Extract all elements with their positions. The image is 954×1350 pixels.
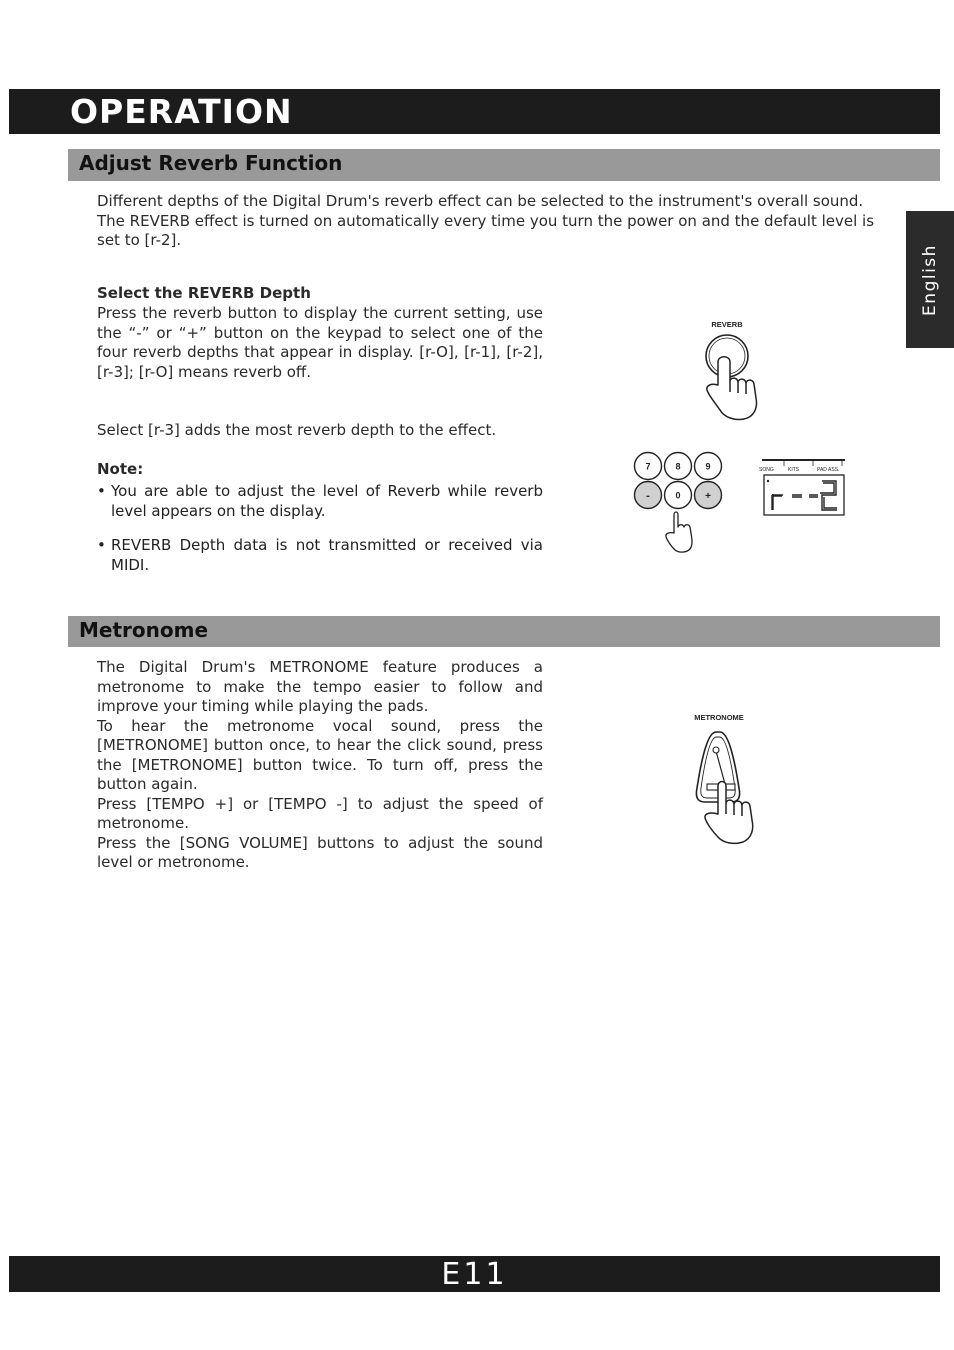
metronome-button-label: METRONOME [694, 713, 744, 722]
footer-bar [9, 1256, 940, 1292]
bullet-icon: • [97, 536, 106, 554]
keypad-key [665, 482, 692, 509]
reverb-body-2: Select [r-3] adds the most reverb depth to the effect. [97, 421, 497, 439]
note-item [97, 536, 543, 575]
keypad-minus-key [635, 482, 662, 509]
svg-text:0: 0 [675, 490, 681, 501]
language-tab-label: English [920, 243, 940, 316]
hand-pointer-icon [666, 512, 692, 552]
reverb-intro [97, 192, 895, 251]
lcd-label-kits: KITS [788, 467, 800, 473]
reverb-button-illustration [690, 316, 780, 428]
keypad-key [695, 453, 722, 480]
header-bar [9, 89, 940, 134]
metronome-paragraph: The Digital Drum's METRONOME feature produces a metronome to make the tempo easier to follow and improve your timing while playing the pads. [97, 658, 543, 715]
reverb-body: Press the reverb button to display the current setting, use the “-” or “+” button on the keypad to select one of the four reverb depths that appear in display. [r-O], [r-1], [r-2], [r-3]; [r-O] means reverb off. [97, 304, 543, 381]
metronome-body [97, 658, 543, 873]
page-title: OPERATION [70, 92, 293, 131]
svg-text:9: 9 [705, 461, 711, 472]
note-text: REVERB Depth data is not transmitted or received via MIDI. [111, 536, 543, 574]
metronome-section-heading-bar [68, 616, 940, 647]
keypad-illustration [630, 449, 730, 555]
reverb-section-heading-bar [68, 149, 940, 181]
lcd-value-text: r -2 [756, 456, 758, 457]
reverb-button-label: REVERB [711, 320, 743, 329]
keypad-key [665, 453, 692, 480]
keypad-plus-key [695, 482, 722, 509]
reverb-section-heading: Adjust Reverb Function [79, 151, 343, 175]
lcd-label-song: SONG [759, 467, 774, 473]
note-heading: Note: [97, 460, 144, 478]
page-number: E11 [441, 1257, 508, 1292]
reverb-intro-1: Different depths of the Digital Drum's reverb effect can be selected to the instrument's overall sound. [97, 192, 864, 210]
language-tab [906, 211, 954, 348]
keypad-key [635, 453, 662, 480]
metronome-paragraph: Press [TEMPO +] or [TEMPO -] to adjust the speed of metronome. [97, 794, 543, 832]
note-item [97, 482, 543, 521]
lcd-label-pad-ass: PAD ASS. [817, 467, 840, 473]
svg-text:7: 7 [645, 461, 651, 472]
metronome-paragraph: To hear the metronome vocal sound, press the [METRONOME] button once, to hear the click sound, press the [METRONOME] button twice. To turn off, press the button again. [97, 716, 543, 793]
svg-text:-: - [646, 490, 650, 502]
bullet-icon: • [97, 482, 106, 500]
reverb-sub-heading: Select the REVERB Depth [97, 284, 311, 302]
note-text: You are able to adjust the level of Reverb while reverb level appears on the display. [111, 482, 543, 520]
metronome-button-illustration [688, 708, 764, 848]
metronome-section-heading: Metronome [79, 618, 209, 642]
reverb-intro-2: The REVERB effect is turned on automatically every time you turn the power on and the default level is set to [r-2]. [97, 211, 875, 249]
svg-text:8: 8 [675, 461, 681, 472]
svg-text:+: + [705, 491, 711, 502]
metronome-paragraph: Press the [SONG VOLUME] buttons to adjust the sound level or metronome. [97, 833, 543, 871]
lcd-display-illustration [756, 456, 848, 518]
